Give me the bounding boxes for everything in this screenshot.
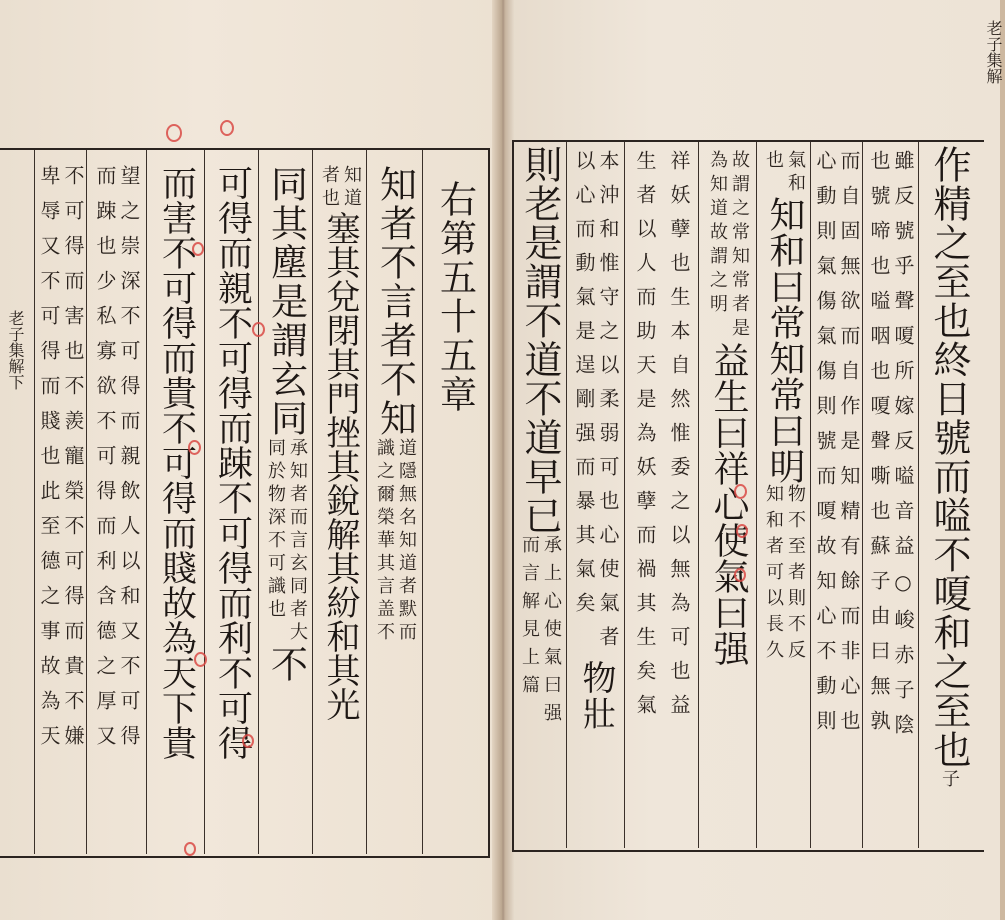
main-text: 物壯 — [576, 660, 616, 732]
column-rule — [422, 150, 423, 854]
red-circle-mark — [184, 842, 196, 856]
commentary-pair — [375, 438, 415, 645]
text-column — [36, 165, 86, 850]
main-text: 知和曰常知常曰明 — [764, 196, 805, 484]
red-circle-mark — [220, 120, 234, 136]
column-rule — [918, 142, 919, 848]
text-column — [88, 165, 146, 850]
commentary-pair — [520, 535, 560, 731]
text-column — [568, 150, 624, 845]
column-rule — [258, 150, 259, 854]
column-rule — [312, 150, 313, 854]
commentary-text: 道隱無名知道者默而 — [396, 438, 417, 645]
commentary-text: 承上心使氣曰强 — [541, 535, 562, 731]
commentary-text: 以心而動氣是逞剛强而暴其氣矣 — [572, 150, 596, 626]
text-column — [148, 165, 204, 850]
column-rule — [204, 150, 205, 854]
text-column — [700, 150, 756, 845]
red-circle-mark — [188, 440, 201, 455]
commentary-text: 為知道故謂之明 — [707, 150, 728, 318]
commentary-text: 同於物深不可識也 — [265, 438, 286, 622]
commentary-text: 物不至者則不反 — [785, 484, 806, 666]
commentary-pair — [574, 150, 618, 660]
commentary-text: 而自固無欲而自作是知精有餘而非心也 — [837, 150, 861, 745]
book-gutter — [492, 0, 514, 920]
main-text: 可得而親不可得而踈不可得而利不可得 — [212, 165, 253, 760]
red-circle-mark — [734, 484, 747, 499]
red-circle-mark — [734, 568, 746, 582]
commentary-text: 也號啼也嗌咽也嗄聲嘶也蘇子由曰無孰 — [867, 150, 891, 745]
commentary-pair — [708, 150, 748, 342]
text-column — [758, 150, 810, 845]
commentary-text: 而言解見上篇 — [519, 535, 540, 703]
main-text: 知者不言者不知 — [373, 165, 417, 438]
main-text: 不 — [264, 645, 308, 684]
main-text: 同其塵是謂玄同 — [264, 165, 308, 438]
column-rule — [34, 150, 35, 854]
commentary-text: 生者以人而助天是為妖孽而禍其生矣氣 — [633, 150, 657, 728]
chapter-heading-column — [425, 180, 485, 850]
commentary-pair — [815, 150, 859, 745]
column-rule — [810, 142, 811, 848]
red-circle-mark — [242, 734, 254, 748]
commentary-text: 也 — [763, 150, 784, 173]
text-column — [812, 150, 862, 845]
main-text: 而害不可得而貴不可得而賤故為天下貴 — [156, 165, 197, 760]
column-rule — [698, 142, 699, 848]
commentary-text: 氣和 — [785, 150, 806, 196]
column-rule — [366, 150, 367, 854]
text-column — [626, 150, 698, 845]
left-margin-title: 老子集解下 — [6, 310, 25, 390]
text-column — [920, 145, 978, 845]
column-rule — [862, 142, 863, 848]
commentary-pair — [869, 150, 913, 749]
main-text: 塞其兌閉其門挫其銳解其紛和其光 — [320, 211, 360, 721]
commentary-text: 知道 — [341, 165, 362, 211]
text-column — [514, 145, 566, 845]
commentary-text: 卑辱又不可得而賤也此至德之事故為天 — [37, 165, 61, 760]
commentary-text: 望之崇深不可得而親飲人以和又不可得 — [117, 165, 141, 760]
commentary-pair — [764, 484, 804, 666]
red-circle-mark — [166, 124, 182, 142]
column-rule — [146, 150, 147, 854]
red-circle-mark — [736, 524, 748, 538]
commentary-pair — [95, 165, 139, 760]
commentary-text: 心動則氣傷氣傷則號而嗄故知心不動則 — [813, 150, 837, 745]
commentary-text: 者也 — [319, 165, 340, 211]
text-column — [260, 165, 312, 850]
chapter-heading: 右第五十五章 — [433, 180, 477, 414]
text-column — [864, 150, 918, 845]
text-column — [368, 165, 422, 850]
red-circle-mark — [252, 322, 265, 337]
commentary-pair — [764, 150, 804, 196]
commentary-text: 不可得而害也不羨寵榮不可得而貴不嫌 — [61, 165, 85, 760]
commentary-text: 本沖和惟守之以柔弱可也心使氣者 — [596, 150, 620, 660]
commentary-text: 而踈也少私寡欲不可得而利含德之厚又 — [93, 165, 117, 760]
column-rule — [624, 142, 625, 848]
commentary-pair — [39, 165, 83, 760]
text-column — [314, 165, 366, 850]
commentary-text: 子 — [939, 769, 960, 792]
commentary-pair — [320, 165, 360, 211]
red-circle-mark — [192, 242, 204, 256]
right-margin-title: 老子集解 — [984, 20, 1003, 84]
red-circle-mark — [194, 652, 207, 667]
main-text: 作精之至也終日號而嗌不嗄和之至也 — [927, 145, 971, 769]
commentary-text: 識之爾榮華其言盖不 — [374, 438, 395, 645]
commentary-text: 知和者可以長久 — [763, 484, 784, 666]
column-rule — [86, 150, 87, 854]
column-rule — [756, 142, 757, 848]
main-text: 則老是謂不道不道早已 — [518, 145, 562, 535]
commentary-text: 承知者而言玄同者大 — [287, 438, 308, 645]
main-text: 益生曰祥心使氣曰强 — [708, 342, 749, 666]
column-rule — [566, 142, 567, 848]
commentary-text: 故謂之常知常者是 — [729, 150, 750, 342]
commentary-pair — [266, 438, 306, 645]
commentary-text: 祥妖孽也生本自然惟委之以無為可也益 — [667, 150, 691, 728]
commentary-text: 雖反號乎聲嗄所嫁反嗌音益○峻赤子陰 — [891, 150, 915, 749]
commentary-pair — [635, 150, 689, 728]
